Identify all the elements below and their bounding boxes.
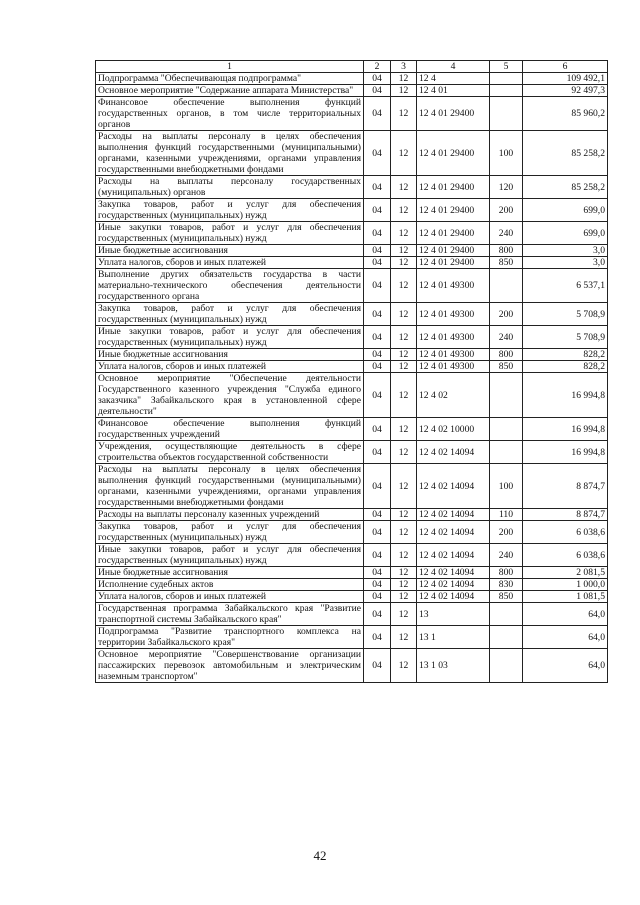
table-row <box>96 245 608 257</box>
cell-col-6: 92 497,3 <box>523 85 608 97</box>
table-row <box>96 176 608 199</box>
cell-col-6: 16 994,8 <box>523 441 608 464</box>
cell-col-2: 04 <box>364 245 391 257</box>
cell-col-5: 830 <box>490 579 523 591</box>
cell-col-4: 13 <box>417 603 490 626</box>
cell-col-2: 04 <box>364 361 391 373</box>
cell-name: Подпрограмма "Обеспечивающая подпрограмма" <box>96 73 364 85</box>
cell-col-2: 04 <box>364 199 391 222</box>
cell-col-4: 12 4 01 29400 <box>417 245 490 257</box>
cell-col-3: 12 <box>391 349 417 361</box>
cell-col-5 <box>490 373 523 418</box>
cell-name: Иные закупки товаров, работ и услуг для обеспечения государственных (муниципальных) нужд <box>96 222 364 245</box>
cell-name: Иные закупки товаров, работ и услуг для обеспечения государственных (муниципальных) нужд <box>96 544 364 567</box>
cell-col-5: 850 <box>490 591 523 603</box>
cell-name: Уплата налогов, сборов и иных платежей <box>96 361 364 373</box>
cell-name: Уплата налогов, сборов и иных платежей <box>96 591 364 603</box>
cell-col-4: 12 4 02 14094 <box>417 591 490 603</box>
cell-col-2: 04 <box>364 257 391 269</box>
cell-name: Выполнение других обязательств государства в части материально-технического обеспечения деятельности государственного органа <box>96 269 364 303</box>
cell-name: Иные бюджетные ассигнования <box>96 567 364 579</box>
cell-name: Расходы на выплаты персоналу казенных учреждений <box>96 509 364 521</box>
cell-col-3: 12 <box>391 626 417 649</box>
cell-col-2: 04 <box>364 626 391 649</box>
table-row <box>96 373 608 418</box>
cell-col-2: 04 <box>364 349 391 361</box>
cell-name: Подпрограмма "Развитие транспортного комплекса на территории Забайкальского края" <box>96 626 364 649</box>
cell-col-4: 12 4 01 49300 <box>417 349 490 361</box>
column-header-4: 4 <box>417 61 490 73</box>
cell-col-5: 200 <box>490 199 523 222</box>
cell-col-3: 12 <box>391 245 417 257</box>
cell-col-5 <box>490 97 523 131</box>
cell-col-6: 8 874,7 <box>523 464 608 509</box>
cell-col-2: 04 <box>364 85 391 97</box>
cell-name: Иные закупки товаров, работ и услуг для обеспечения государственных (муниципальных) нужд <box>96 326 364 349</box>
cell-col-6: 5 708,9 <box>523 303 608 326</box>
cell-col-6: 85 258,2 <box>523 131 608 176</box>
cell-col-4: 12 4 01 29400 <box>417 199 490 222</box>
table-row <box>96 418 608 441</box>
cell-col-5: 100 <box>490 464 523 509</box>
table-row <box>96 567 608 579</box>
cell-col-3: 12 <box>391 509 417 521</box>
cell-col-6: 16 994,8 <box>523 418 608 441</box>
cell-col-6: 85 258,2 <box>523 176 608 199</box>
cell-name: Уплата налогов, сборов и иных платежей <box>96 257 364 269</box>
cell-col-4: 12 4 02 <box>417 373 490 418</box>
cell-col-2: 04 <box>364 591 391 603</box>
cell-col-5 <box>490 418 523 441</box>
cell-name: Финансовое обеспечение выполнения функций государственных органов, в том числе территориальных органов <box>96 97 364 131</box>
table-row <box>96 361 608 373</box>
column-header-3: 3 <box>391 61 417 73</box>
column-header-5: 5 <box>490 61 523 73</box>
cell-col-6: 6 038,6 <box>523 521 608 544</box>
cell-col-3: 12 <box>391 649 417 683</box>
cell-col-4: 13 1 <box>417 626 490 649</box>
cell-name: Основное мероприятие "Обеспечение деятельности Государственного казенного учреждения "Служба единого заказчика" Забайкальского края в установленной сфере деятельности" <box>96 373 364 418</box>
table-row <box>96 257 608 269</box>
cell-col-6: 699,0 <box>523 199 608 222</box>
cell-col-2: 04 <box>364 418 391 441</box>
cell-col-3: 12 <box>391 373 417 418</box>
cell-col-3: 12 <box>391 591 417 603</box>
cell-col-5: 240 <box>490 222 523 245</box>
cell-col-3: 12 <box>391 361 417 373</box>
table-row <box>96 222 608 245</box>
cell-col-5: 200 <box>490 303 523 326</box>
cell-col-4: 12 4 01 29400 <box>417 257 490 269</box>
cell-name: Закупка товаров, работ и услуг для обеспечения государственных (муниципальных) нужд <box>96 199 364 222</box>
cell-col-5 <box>490 441 523 464</box>
table-row <box>96 199 608 222</box>
cell-col-6: 64,0 <box>523 603 608 626</box>
cell-col-6: 6 038,6 <box>523 544 608 567</box>
cell-col-2: 04 <box>364 303 391 326</box>
cell-col-4: 13 1 03 <box>417 649 490 683</box>
cell-col-4: 12 4 01 29400 <box>417 131 490 176</box>
cell-col-3: 12 <box>391 303 417 326</box>
cell-col-3: 12 <box>391 521 417 544</box>
table-body <box>96 73 608 683</box>
cell-col-4: 12 4 01 49300 <box>417 361 490 373</box>
cell-col-2: 04 <box>364 509 391 521</box>
budget-table <box>95 60 608 683</box>
cell-col-5: 120 <box>490 176 523 199</box>
cell-col-2: 04 <box>364 373 391 418</box>
table-row <box>96 544 608 567</box>
cell-col-3: 12 <box>391 441 417 464</box>
cell-name: Иные бюджетные ассигнования <box>96 245 364 257</box>
cell-col-2: 04 <box>364 649 391 683</box>
cell-col-2: 04 <box>364 441 391 464</box>
cell-name: Государственная программа Забайкальского края "Развитие транспортной системы Забайкальского края" <box>96 603 364 626</box>
cell-col-6: 2 081,5 <box>523 567 608 579</box>
cell-col-2: 04 <box>364 544 391 567</box>
cell-col-2: 04 <box>364 176 391 199</box>
cell-col-4: 12 4 01 49300 <box>417 326 490 349</box>
table-row <box>96 326 608 349</box>
cell-col-6: 3,0 <box>523 257 608 269</box>
cell-col-3: 12 <box>391 85 417 97</box>
cell-col-5 <box>490 85 523 97</box>
cell-col-5: 240 <box>490 544 523 567</box>
cell-col-2: 04 <box>364 579 391 591</box>
cell-col-5: 110 <box>490 509 523 521</box>
cell-col-5: 800 <box>490 349 523 361</box>
cell-col-6: 64,0 <box>523 626 608 649</box>
cell-col-2: 04 <box>364 222 391 245</box>
cell-col-6: 5 708,9 <box>523 326 608 349</box>
cell-col-4: 12 4 01 49300 <box>417 303 490 326</box>
table-row <box>96 579 608 591</box>
cell-col-3: 12 <box>391 567 417 579</box>
cell-col-6: 828,2 <box>523 349 608 361</box>
cell-col-4: 12 4 02 14094 <box>417 521 490 544</box>
column-header-1: 1 <box>96 61 364 73</box>
page-number: 42 <box>313 848 327 863</box>
cell-name: Учреждения, осуществляющие деятельность в сфере строительства объектов государственной собственности <box>96 441 364 464</box>
cell-col-5: 100 <box>490 131 523 176</box>
cell-col-5 <box>490 269 523 303</box>
table-row <box>96 626 608 649</box>
cell-col-5 <box>490 603 523 626</box>
column-header-2: 2 <box>364 61 391 73</box>
header-row <box>96 61 608 73</box>
table-row <box>96 464 608 509</box>
cell-col-4: 12 4 01 29400 <box>417 97 490 131</box>
cell-col-6: 16 994,8 <box>523 373 608 418</box>
table-row <box>96 269 608 303</box>
cell-col-3: 12 <box>391 176 417 199</box>
cell-col-3: 12 <box>391 326 417 349</box>
cell-col-5 <box>490 73 523 85</box>
table-row <box>96 521 608 544</box>
cell-col-4: 12 4 <box>417 73 490 85</box>
cell-col-5 <box>490 649 523 683</box>
cell-name: Основное мероприятие "Содержание аппарата Министерства" <box>96 85 364 97</box>
cell-col-4: 12 4 01 49300 <box>417 269 490 303</box>
cell-col-2: 04 <box>364 269 391 303</box>
cell-col-3: 12 <box>391 269 417 303</box>
table-row <box>96 509 608 521</box>
cell-col-3: 12 <box>391 257 417 269</box>
cell-col-5: 850 <box>490 361 523 373</box>
cell-col-6: 6 537,1 <box>523 269 608 303</box>
cell-name: Расходы на выплаты персоналу в целях обеспечения выполнения функций государственными (муниципальными) органами, казенными учреждениями, органами управления государственными внебюджетными фондами <box>96 131 364 176</box>
cell-name: Закупка товаров, работ и услуг для обеспечения государственных (муниципальных) нужд <box>96 521 364 544</box>
table-row <box>96 591 608 603</box>
cell-col-6: 1 081,5 <box>523 591 608 603</box>
cell-col-3: 12 <box>391 222 417 245</box>
cell-col-3: 12 <box>391 97 417 131</box>
cell-col-5: 800 <box>490 567 523 579</box>
cell-col-5: 200 <box>490 521 523 544</box>
table-header <box>96 61 608 73</box>
cell-col-5: 240 <box>490 326 523 349</box>
cell-col-4: 12 4 02 14094 <box>417 464 490 509</box>
cell-col-3: 12 <box>391 418 417 441</box>
cell-col-6: 699,0 <box>523 222 608 245</box>
cell-col-3: 12 <box>391 73 417 85</box>
cell-col-6: 85 960,2 <box>523 97 608 131</box>
cell-col-4: 12 4 02 14094 <box>417 567 490 579</box>
column-header-6: 6 <box>523 61 608 73</box>
cell-name: Закупка товаров, работ и услуг для обеспечения государственных (муниципальных) нужд <box>96 303 364 326</box>
cell-col-2: 04 <box>364 131 391 176</box>
cell-name: Расходы на выплаты персоналу в целях обеспечения выполнения функций государственными (муниципальными) органами, казенными учреждениями, органами управления государственными внебюджетными фондами <box>96 464 364 509</box>
cell-col-6: 64,0 <box>523 649 608 683</box>
cell-name: Финансовое обеспечение выполнения функций государственных учреждений <box>96 418 364 441</box>
cell-col-2: 04 <box>364 73 391 85</box>
cell-col-3: 12 <box>391 199 417 222</box>
cell-col-6: 3,0 <box>523 245 608 257</box>
cell-col-6: 109 492,1 <box>523 73 608 85</box>
table-row <box>96 131 608 176</box>
cell-name: Исполнение судебных актов <box>96 579 364 591</box>
cell-col-5: 800 <box>490 245 523 257</box>
table-row <box>96 97 608 131</box>
table-row <box>96 441 608 464</box>
table-row <box>96 85 608 97</box>
cell-col-6: 1 000,0 <box>523 579 608 591</box>
cell-col-3: 12 <box>391 603 417 626</box>
cell-col-3: 12 <box>391 579 417 591</box>
cell-col-4: 12 4 02 14094 <box>417 441 490 464</box>
cell-col-4: 12 4 02 14094 <box>417 544 490 567</box>
cell-col-4: 12 4 02 10000 <box>417 418 490 441</box>
cell-col-4: 12 4 02 14094 <box>417 509 490 521</box>
cell-col-3: 12 <box>391 544 417 567</box>
cell-name: Расходы на выплаты персоналу государственных (муниципальных) органов <box>96 176 364 199</box>
cell-col-2: 04 <box>364 464 391 509</box>
table-row <box>96 603 608 626</box>
cell-col-4: 12 4 01 29400 <box>417 222 490 245</box>
cell-col-6: 8 874,7 <box>523 509 608 521</box>
cell-name: Основное мероприятие "Совершенствование организации пассажирских перевозок автомобильным и электрическим наземным транспортом" <box>96 649 364 683</box>
cell-col-4: 12 4 02 14094 <box>417 579 490 591</box>
cell-col-2: 04 <box>364 567 391 579</box>
cell-col-2: 04 <box>364 521 391 544</box>
table-row <box>96 73 608 85</box>
cell-col-2: 04 <box>364 603 391 626</box>
cell-col-3: 12 <box>391 131 417 176</box>
cell-col-6: 828,2 <box>523 361 608 373</box>
cell-col-4: 12 4 01 29400 <box>417 176 490 199</box>
cell-col-3: 12 <box>391 464 417 509</box>
table-row <box>96 649 608 683</box>
table-row <box>96 303 608 326</box>
cell-col-2: 04 <box>364 326 391 349</box>
table-row <box>96 349 608 361</box>
cell-name: Иные бюджетные ассигнования <box>96 349 364 361</box>
cell-col-4: 12 4 01 <box>417 85 490 97</box>
cell-col-2: 04 <box>364 97 391 131</box>
cell-col-5: 850 <box>490 257 523 269</box>
cell-col-5 <box>490 626 523 649</box>
